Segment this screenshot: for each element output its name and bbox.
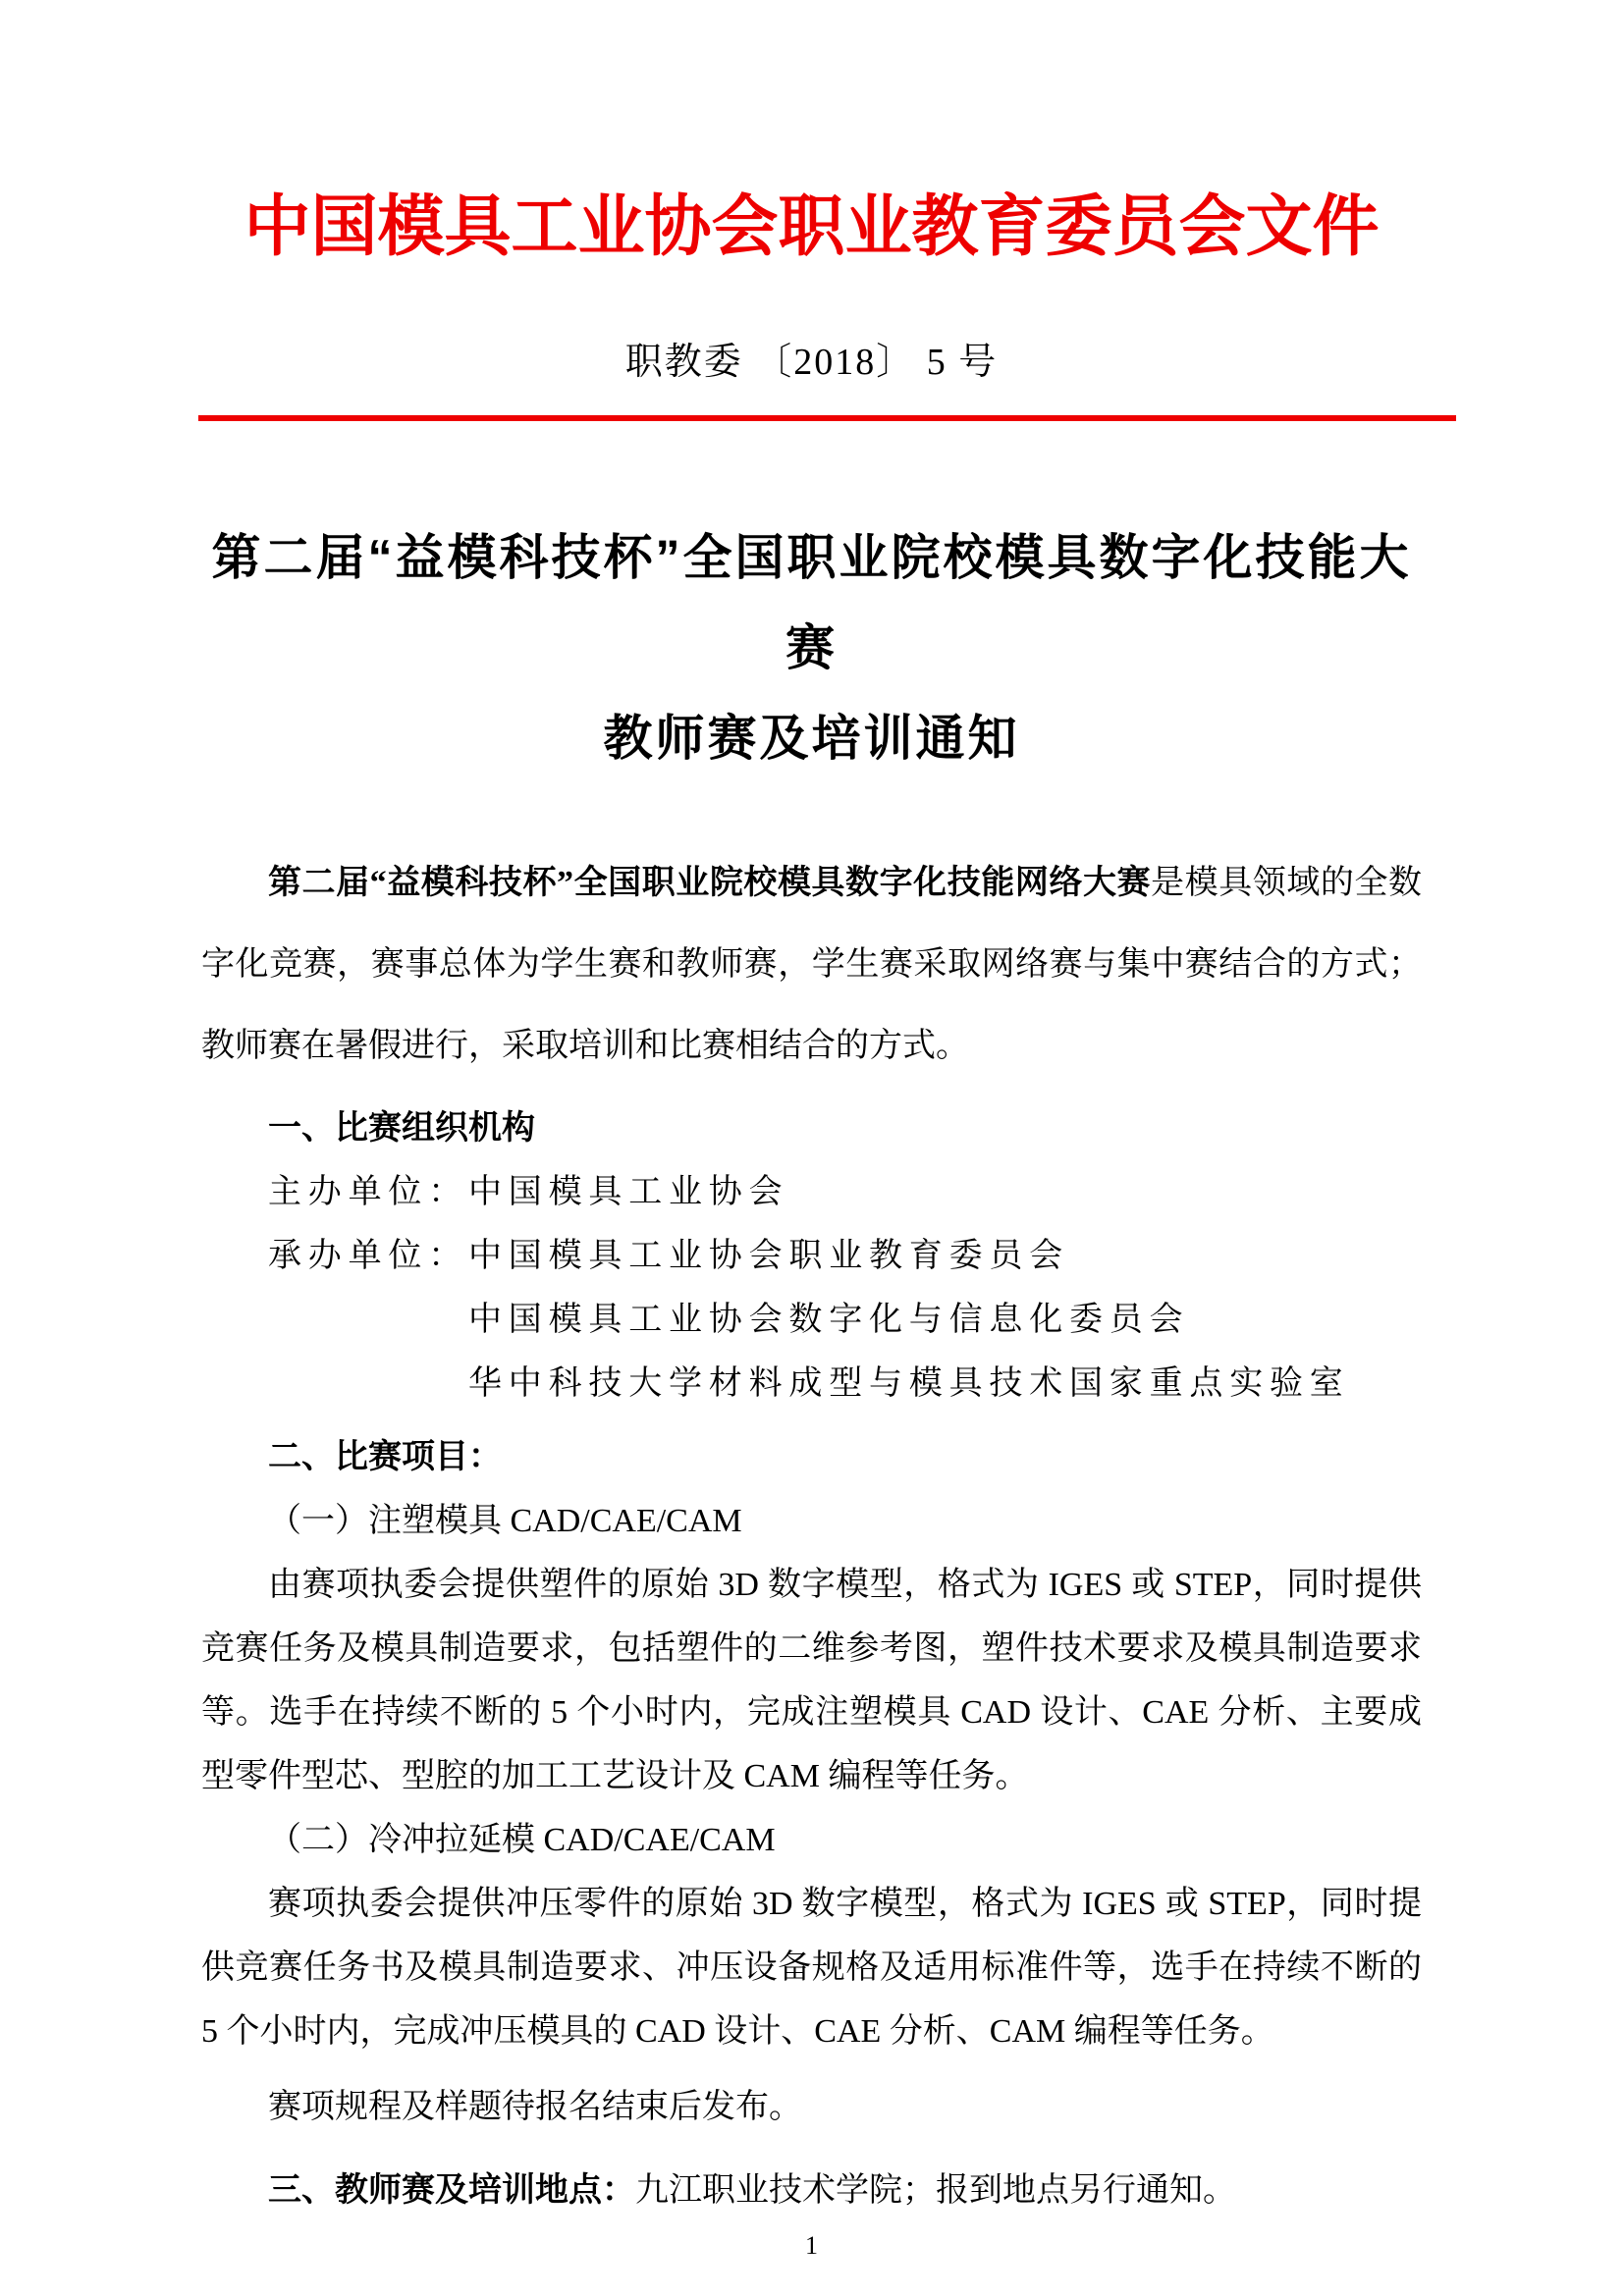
section1-heading: 一、比赛组织机构 xyxy=(268,1109,535,1147)
doc-title-line-1: 第二届“益模科技杯”全国职业院校模具数字化技能大赛 xyxy=(211,530,1412,675)
intro-lead-bold: 第二届“益模科技杯”全国职业院校模具数字化技能网络大赛 xyxy=(268,865,1152,901)
organizer-value-1: 中国模具工业协会职业教育委员会 xyxy=(468,1238,1069,1274)
section3-heading: 三、教师赛及培训地点： xyxy=(268,2171,635,2209)
item1-title: （一）注塑模具 CAD/CAE/CAM xyxy=(268,1503,742,1539)
host-label: 主办单位： xyxy=(268,1174,468,1210)
page-number: 1 xyxy=(805,2231,818,2260)
organizer-values xyxy=(468,1224,1350,1415)
organizer-label: 承办单位： xyxy=(268,1238,468,1274)
section3-text: 九江职业技术学院；报到地点另行通知。 xyxy=(635,2172,1236,2209)
doc-title xyxy=(201,512,1422,783)
intro-paragraph xyxy=(201,842,1422,1087)
organizer-line xyxy=(201,1224,1422,1415)
section3-line xyxy=(201,2159,1422,2222)
organizer-value-3: 华中科技大学材料成型与模具技术国家重点实验室 xyxy=(468,1365,1350,1402)
item1-paragraph: 由赛项执委会提供塑件的原始 3D 数字模型，格式为 IGES 或 STEP，同时提供竞赛任务及模具制造要求，包括塑件的二维参考图，塑件技术要求及模具制造要求等。选手在持续不断的 5 个小时内，完成注塑模具 CAD 设计、CAE 分析、主要成型零件型芯、型腔的加工工艺设计及 CAM 编程等任务。 xyxy=(201,1567,1422,1794)
doc-title-line-2: 教师赛及培训通知 xyxy=(603,711,1020,766)
item2-title: （二）冷冲拉延模 CAD/CAE/CAM xyxy=(268,1822,776,1858)
rules-note-line: 赛项规程及样题待报名结束后发布。 xyxy=(268,2089,802,2125)
item2-paragraph: 赛项执委会提供冲压零件的原始 3D 数字模型，格式为 IGES 或 STEP，同时提供竞赛任务书及模具制造要求、冲压设备规格及适用标准件等，选手在持续不断的 5 个小时内，完成冲压模具的 CAD 设计、CAE 分析、CAM 编程等任务。 xyxy=(201,1886,1422,2050)
document-content xyxy=(201,0,1422,2262)
document-body xyxy=(201,842,1422,2222)
intro-text: 是模具领域的全数字化竞赛，赛事总体为学生赛和教师赛，学生赛采取网络赛与集中赛结合的方式；教师赛在暑假进行，采取培训和比赛相结合的方式。 xyxy=(201,865,1423,1064)
organizer-value-2: 中国模具工业协会数字化与信息化委员会 xyxy=(468,1302,1190,1338)
host-value: 中国模具工业协会 xyxy=(468,1174,789,1210)
host-line xyxy=(201,1160,1422,1224)
doc-number: 职教委 〔2018〕 5 号 xyxy=(624,342,999,383)
red-header-title: 中国模具工业协会职业教育委员会文件 xyxy=(244,189,1380,264)
section2-heading: 二、比赛项目： xyxy=(268,1438,502,1475)
red-divider-line xyxy=(198,415,1456,421)
